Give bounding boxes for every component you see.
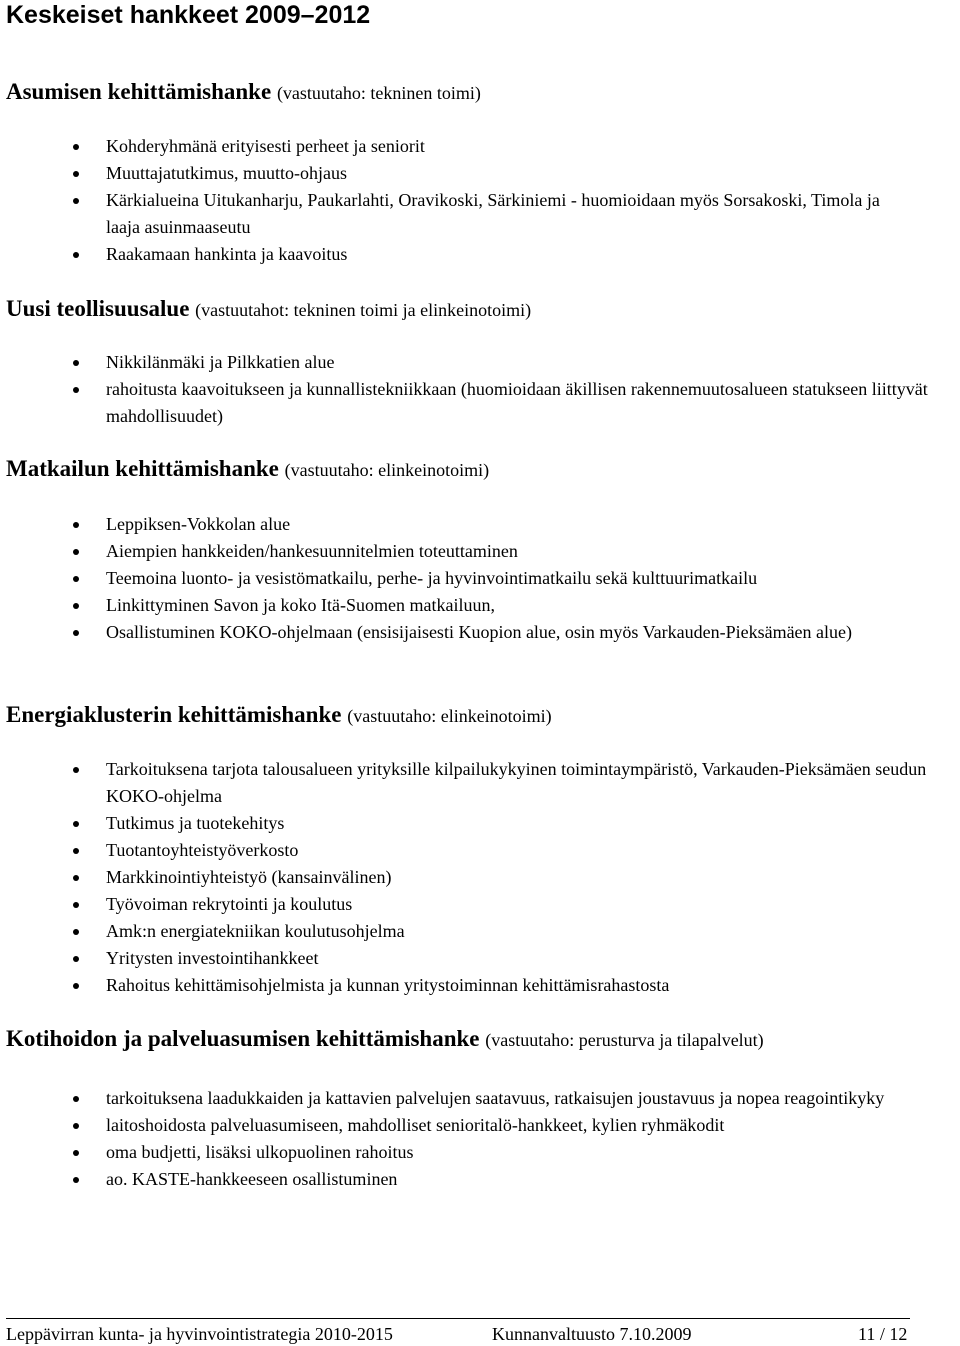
page-title: Keskeiset hankkeet 2009–2012 [6,1,371,29]
footer-page-number: 11 / 12 [858,1324,908,1344]
bullet-icon [73,144,79,150]
section-title: Asumisen kehittämishanke [6,79,272,104]
section-responsibility: (vastuutaho: tekninen toimi) [276,83,481,103]
list-item: Rahoitus kehittämisohjelmista ja kunnan yritystoiminnan kehittämisrahastosta [0,972,960,999]
bullet-icon [73,198,79,204]
section-heading [6,295,531,324]
bullet-list [0,756,960,999]
section-responsibility: (vastuutaho: elinkeinotoimi) [347,706,552,726]
section-title: Uusi teollisuusalue [6,296,190,321]
footer-meeting-date: Kunnanvaltuusto 7.10.2009 [492,1324,692,1344]
list-item: oma budjetti, lisäksi ulkopuolinen rahoitus [0,1139,960,1166]
list-item: Yritysten investointihankkeet [0,945,960,972]
list-item: Kärkialueina Uitukanharju, Paukarlahti, Oravikoski, Särkiniemi - huomioidaan myös Sorsakoski, Timola ja laaja asuinmaaseutu [0,187,890,241]
bullet-icon [73,983,79,989]
list-item: Tuotantoyhteistyöverkosto [0,837,960,864]
list-item: Muuttajatutkimus, muutto-ohjaus [0,160,960,187]
section-heading [6,1025,764,1054]
section-responsibility: (vastuutahot: tekninen toimi ja elinkeinotoimi) [195,300,532,320]
bullet-icon [73,821,79,827]
list-item: Tarkoituksena tarjota talousalueen yrityksille kilpailukykyinen toimintaympäristö, Varkauden-Pieksämäen seudun KOKO-ohjelma [0,756,960,810]
list-item: Aiempien hankkeiden/hankesuunnitelmien toteuttaminen [0,538,960,565]
footer-document-title: Leppävirran kunta- ja hyvinvointistrategia 2010-2015 [6,1324,393,1344]
list-item: Teemoina luonto- ja vesistömatkailu, perhe- ja hyvinvointimatkailu sekä kulttuurimatkailu [0,565,960,592]
bullet-icon [73,630,79,636]
bullet-icon [73,171,79,177]
bullet-list [0,133,960,268]
list-item: Amk:n energiatekniikan koulutusohjelma [0,918,960,945]
bullet-icon [73,902,79,908]
bullet-list [0,1085,960,1193]
bullet-icon [73,252,79,258]
section-title: Matkailun kehittämishanke [6,456,279,481]
bullet-icon [73,1123,79,1129]
list-item: rahoitusta kaavoitukseen ja kunnallistekniikkaan (huomioidaan äkillisen rakennemuutosalueen statukseen liittyvät mahdollisuudet) [0,376,960,430]
bullet-icon [73,360,79,366]
bullet-icon [73,522,79,528]
list-item: tarkoituksena laadukkaiden ja kattavien palvelujen saatavuus, ratkaisujen joustavuus ja nopea reagointikyky [0,1085,960,1112]
bullet-icon [73,603,79,609]
list-item: Leppiksen-Vokkolan alue [0,511,960,538]
list-item: Osallistuminen KOKO-ohjelmaan (ensisijaisesti Kuopion alue, osin myös Varkauden-Pieksämäen alue) [0,619,890,646]
section-title: Energiaklusterin kehittämishanke [6,702,342,727]
section-heading [6,701,552,730]
bullet-icon [73,875,79,881]
bullet-icon [73,956,79,962]
list-item: ao. KASTE-hankkeeseen osallistuminen [0,1166,960,1193]
list-item: Kohderyhmänä erityisesti perheet ja seniorit [0,133,960,160]
list-item: Työvoiman rekrytointi ja koulutus [0,891,960,918]
bullet-icon [73,549,79,555]
bullet-list [0,349,960,430]
section-title: Kotihoidon ja palveluasumisen kehittämishanke [6,1026,480,1051]
bullet-icon [73,576,79,582]
list-item: Linkittyminen Savon ja koko Itä-Suomen matkailuun, [0,592,960,619]
bullet-icon [73,848,79,854]
list-item: Nikkilänmäki ja Pilkkatien alue [0,349,960,376]
list-item: Raakamaan hankinta ja kaavoitus [0,241,960,268]
section-responsibility: (vastuutaho: perusturva ja tilapalvelut) [485,1030,764,1050]
footer-divider [6,1318,910,1319]
bullet-icon [73,1150,79,1156]
bullet-icon [73,767,79,773]
section-heading [6,455,489,484]
bullet-icon [73,929,79,935]
list-item: Markkinointiyhteistyö (kansainvälinen) [0,864,960,891]
list-item: Tutkimus ja tuotekehitys [0,810,960,837]
bullet-icon [73,1177,79,1183]
section-heading [6,78,481,107]
section-responsibility: (vastuutaho: elinkeinotoimi) [284,460,490,480]
bullet-icon [73,1096,79,1102]
list-item: laitoshoidosta palveluasumiseen, mahdolliset senioritalö-hankkeet, kylien ryhmäkodit [0,1112,960,1139]
bullet-icon [73,387,79,393]
bullet-list [0,511,960,646]
